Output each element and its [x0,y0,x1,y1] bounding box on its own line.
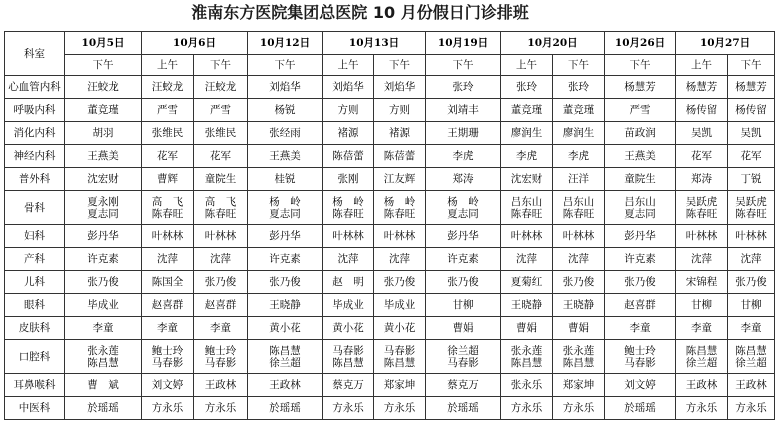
pm-header: 下午 [553,55,605,76]
doctor-cell [194,191,248,225]
doctor-cell [553,340,605,374]
doctor-cell: 严雪 [194,99,248,122]
doctor-cell: 刘文婷 [142,374,194,397]
table-row [5,168,775,191]
doctor-name: 马春影 [151,356,184,369]
dept-cell: 眼科 [5,294,65,317]
doctor-cell: 童院生 [605,168,676,191]
doctor-name: 徐兰超 [735,356,767,369]
doctor-name: 陈昌慧 [269,344,301,357]
doctor-cell: 甘柳 [676,294,728,317]
doctor-cell: 张玲 [501,76,553,99]
doctor-name: 陈昌慧 [332,356,364,369]
doctor-cell: 张刚 [323,168,374,191]
doctor-cell: 黄小花 [248,317,323,340]
doctor-cell: 刘焰华 [248,76,323,99]
table-row [5,397,775,420]
doctor-name: 杨 岭 [332,195,364,208]
doctor-name: 张永莲 [87,344,119,357]
doctor-name: 马春影 [204,356,237,369]
doctor-cell: 严雪 [605,99,676,122]
doctor-cell: 刘焰华 [323,76,374,99]
doctor-cell: 沈宏财 [501,168,553,191]
doctor-cell [374,340,426,374]
doctor-name: 陈昌慧 [510,356,543,369]
doctor-name: 马春影 [624,356,656,369]
doctor-name: 鲍士玲 [204,344,237,357]
doctor-cell: 毕成业 [323,294,374,317]
doctor-cell: 彭丹华 [248,225,323,248]
doctor-cell: 沈萍 [553,248,605,271]
doctor-cell: 杨传留 [676,99,728,122]
doctor-name: 夏志同 [447,207,479,220]
doctor-name: 陈昌慧 [735,344,767,357]
doctor-cell: 王政林 [194,374,248,397]
doctor-name: 陈春旺 [332,207,364,220]
doctor-cell [553,191,605,225]
date-header: 10月6日 [142,32,248,55]
doctor-cell: 赵喜群 [194,294,248,317]
doctor-name: 马春影 [447,356,479,369]
doctor-name: 徐兰超 [447,344,479,357]
doctor-cell [501,340,553,374]
doctor-name: 鲍士玲 [151,344,184,357]
doctor-name: 陈昌慧 [685,344,718,357]
doctor-name: 马春影 [383,344,416,357]
doctor-name: 陈春旺 [151,207,184,220]
doctor-cell: 沈宏财 [65,168,142,191]
doctor-cell: 沈萍 [728,248,775,271]
doctor-cell: 张维民 [194,122,248,145]
table-row [5,248,775,271]
doctor-cell [605,191,676,225]
doctor-cell: 郑家坤 [553,374,605,397]
am-header: 上午 [323,55,374,76]
doctor-cell: 丁锐 [728,168,775,191]
doctor-cell: 张乃俊 [374,271,426,294]
doctor-cell: 张维民 [142,122,194,145]
doctor-cell: 许克素 [248,248,323,271]
doctor-cell: 於瑶瑶 [426,397,501,420]
doctor-cell: 沈萍 [501,248,553,271]
dept-cell: 心血管内科 [5,76,65,99]
doctor-name: 陈春旺 [204,207,237,220]
doctor-cell: 廖润生 [501,122,553,145]
table-row [5,225,775,248]
table-row [5,99,775,122]
doctor-cell: 许克素 [426,248,501,271]
pm-header: 下午 [426,55,501,76]
doctor-cell: 花军 [194,145,248,168]
doctor-cell: 叶林林 [142,225,194,248]
pm-header: 下午 [605,55,676,76]
dept-cell: 消化内科 [5,122,65,145]
am-header: 上午 [501,55,553,76]
doctor-cell: 叶林林 [323,225,374,248]
doctor-cell: 王燕美 [605,145,676,168]
doctor-cell: 蔡克万 [426,374,501,397]
doctor-cell: 黄小花 [323,317,374,340]
doctor-cell: 张永乐 [501,374,553,397]
doctor-name: 吴跃虎 [685,195,718,208]
doctor-cell: 江友辉 [374,168,426,191]
dept-cell: 普外科 [5,168,65,191]
date-header: 10月5日 [65,32,142,55]
doctor-cell: 叶林林 [374,225,426,248]
doctor-cell: 於瑶瑶 [605,397,676,420]
doctor-cell: 方则 [323,99,374,122]
doctor-cell: 汪蛟龙 [194,76,248,99]
date-header: 10月20日 [501,32,605,55]
table-row [5,317,775,340]
doctor-cell: 张乃俊 [194,271,248,294]
doctor-cell [248,340,323,374]
doctor-cell [426,340,501,374]
pm-header: 下午 [65,55,142,76]
doctor-cell: 李童 [65,317,142,340]
doctor-name: 陈昌慧 [562,356,595,369]
table-row [5,340,775,374]
doctor-cell [676,191,728,225]
doctor-name: 陈春旺 [510,207,543,220]
doctor-cell: 王晓静 [553,294,605,317]
doctor-cell: 王政林 [728,374,775,397]
doctor-cell: 王燕美 [65,145,142,168]
doctor-cell: 李童 [194,317,248,340]
doctor-name: 徐兰超 [269,356,301,369]
doctor-cell: 曹 斌 [65,374,142,397]
doctor-cell [676,340,728,374]
schedule-table [4,31,775,420]
doctor-cell: 许克素 [605,248,676,271]
dept-cell: 儿科 [5,271,65,294]
doctor-cell: 王政林 [248,374,323,397]
doctor-cell: 杨慧芳 [676,76,728,99]
doctor-cell: 赵喜群 [605,294,676,317]
date-header: 10月13日 [323,32,426,55]
doctor-cell [374,191,426,225]
doctor-cell: 李虎 [426,145,501,168]
doctor-cell: 曹娟 [426,317,501,340]
doctor-cell [501,191,553,225]
doctor-cell: 沈萍 [676,248,728,271]
doctor-cell: 方永乐 [728,397,775,420]
date-header: 10月26日 [605,32,676,55]
doctor-cell: 方永乐 [323,397,374,420]
dept-header: 科室 [5,32,65,76]
doctor-cell: 吴凯 [728,122,775,145]
doctor-cell: 郑家坤 [374,374,426,397]
table-row [5,294,775,317]
doctor-cell: 赵喜群 [142,294,194,317]
doctor-cell: 董竞瑾 [553,99,605,122]
doctor-cell: 李虎 [501,145,553,168]
doctor-cell: 杨传留 [728,99,775,122]
pm-header: 下午 [374,55,426,76]
dept-cell: 皮肤科 [5,317,65,340]
doctor-cell: 毕成业 [374,294,426,317]
doctor-name: 夏永刚 [87,195,119,208]
doctor-cell: 赵 明 [323,271,374,294]
doctor-cell: 沈萍 [194,248,248,271]
am-header: 上午 [142,55,194,76]
doctor-cell: 李童 [142,317,194,340]
doctor-name: 夏志同 [87,207,119,220]
doctor-cell: 陈蓓蕾 [323,145,374,168]
doctor-cell: 杨慧芳 [605,76,676,99]
doctor-cell: 方永乐 [142,397,194,420]
doctor-cell [248,191,323,225]
page-title: 淮南东方医院集团总医院 10 月份假日门诊排班 [191,3,529,22]
doctor-cell: 李虎 [553,145,605,168]
doctor-name: 吴跃虎 [735,195,767,208]
doctor-cell: 叶林林 [501,225,553,248]
doctor-cell: 甘柳 [728,294,775,317]
doctor-cell: 陈蓓蕾 [374,145,426,168]
doctor-cell: 董竞瑾 [501,99,553,122]
doctor-cell: 张玲 [553,76,605,99]
table-row [5,145,775,168]
date-header: 10月27日 [676,32,775,55]
doctor-cell: 彭丹华 [426,225,501,248]
doctor-cell: 吴凯 [676,122,728,145]
doctor-name: 陈春旺 [562,207,595,220]
dept-cell: 呼吸内科 [5,99,65,122]
doctor-cell: 王政林 [676,374,728,397]
doctor-cell: 褚源 [374,122,426,145]
doctor-cell: 许克素 [65,248,142,271]
doctor-cell: 彭丹华 [605,225,676,248]
doctor-cell: 甘柳 [426,294,501,317]
doctor-cell: 沈萍 [323,248,374,271]
doctor-cell: 张乃俊 [65,271,142,294]
pm-header: 下午 [728,55,775,76]
doctor-cell [323,340,374,374]
doctor-cell: 彭丹华 [65,225,142,248]
doctor-cell: 黄小花 [374,317,426,340]
doctor-cell: 毕成业 [65,294,142,317]
dept-cell: 耳鼻喉科 [5,374,65,397]
table-row [5,271,775,294]
doctor-cell [323,191,374,225]
doctor-cell: 张玲 [426,76,501,99]
doctor-cell: 方永乐 [501,397,553,420]
doctor-cell: 苗政润 [605,122,676,145]
doctor-cell [142,340,194,374]
doctor-cell: 花军 [728,145,775,168]
table-row [5,191,775,225]
doctor-name: 陈春旺 [383,207,416,220]
doctor-name: 张永莲 [562,344,595,357]
doctor-name: 夏志同 [269,207,301,220]
doctor-cell: 汪洋 [553,168,605,191]
dept-cell: 产科 [5,248,65,271]
doctor-name: 徐兰超 [685,356,718,369]
doctor-cell: 叶林林 [553,225,605,248]
doctor-cell: 叶林林 [728,225,775,248]
doctor-cell [426,191,501,225]
doctor-cell: 张经雨 [248,122,323,145]
doctor-cell [194,340,248,374]
doctor-name: 陈春旺 [735,207,767,220]
doctor-cell: 童院生 [194,168,248,191]
doctor-cell: 方永乐 [676,397,728,420]
doctor-cell: 李童 [728,317,775,340]
doctor-cell: 廖润生 [553,122,605,145]
doctor-cell: 花军 [142,145,194,168]
doctor-cell: 叶林林 [676,225,728,248]
doctor-cell: 於瑶瑶 [248,397,323,420]
doctor-cell: 汪蛟龙 [65,76,142,99]
dept-cell: 中医科 [5,397,65,420]
doctor-cell: 李童 [676,317,728,340]
doctor-name: 高 飞 [204,195,237,208]
doctor-cell: 张乃俊 [728,271,775,294]
doctor-cell: 桂锐 [248,168,323,191]
doctor-cell [605,340,676,374]
doctor-name: 夏志同 [624,207,656,220]
doctor-cell: 刘文婷 [605,374,676,397]
doctor-cell: 曹娟 [553,317,605,340]
doctor-cell: 胡羽 [65,122,142,145]
doctor-name: 吕东山 [562,195,595,208]
doctor-cell: 於瑶瑶 [65,397,142,420]
doctor-cell: 宋锦程 [676,271,728,294]
doctor-cell: 杨锐 [248,99,323,122]
dept-cell: 骨科 [5,191,65,225]
dept-cell: 口腔科 [5,340,65,374]
doctor-cell: 张乃俊 [553,271,605,294]
dept-cell: 神经内科 [5,145,65,168]
date-header: 10月12日 [248,32,323,55]
pm-header: 下午 [248,55,323,76]
am-header: 上午 [676,55,728,76]
doctor-cell: 方则 [374,99,426,122]
dept-cell: 妇科 [5,225,65,248]
doctor-name: 吕东山 [510,195,543,208]
doctor-cell [142,191,194,225]
doctor-name: 高 飞 [151,195,184,208]
doctor-cell [728,340,775,374]
doctor-cell: 张乃俊 [426,271,501,294]
doctor-cell: 沈萍 [374,248,426,271]
date-header: 10月19日 [426,32,501,55]
doctor-cell: 曹娟 [501,317,553,340]
doctor-name: 马春影 [332,344,364,357]
table-row [5,122,775,145]
doctor-cell: 严雪 [142,99,194,122]
doctor-cell: 叶林林 [194,225,248,248]
doctor-cell: 王期珊 [426,122,501,145]
doctor-cell: 刘焰华 [374,76,426,99]
doctor-name: 陈昌慧 [87,356,119,369]
doctor-name: 杨 岭 [383,195,416,208]
doctor-cell: 李童 [605,317,676,340]
doctor-cell: 张乃俊 [605,271,676,294]
table-row [5,374,775,397]
doctor-name: 吕东山 [624,195,656,208]
doctor-name: 杨 岭 [269,195,301,208]
doctor-name: 陈昌慧 [383,356,416,369]
doctor-cell: 褚源 [323,122,374,145]
doctor-cell [65,340,142,374]
doctor-name: 鲍士玲 [624,344,656,357]
doctor-cell: 郑涛 [426,168,501,191]
doctor-cell: 方永乐 [194,397,248,420]
doctor-cell: 夏菊红 [501,271,553,294]
doctor-cell [728,191,775,225]
doctor-cell: 杨慧芳 [728,76,775,99]
doctor-cell: 王晓静 [501,294,553,317]
table-row [5,76,775,99]
doctor-cell [65,191,142,225]
pm-header: 下午 [194,55,248,76]
doctor-cell: 曹辉 [142,168,194,191]
doctor-name: 陈春旺 [685,207,718,220]
doctor-cell: 张乃俊 [248,271,323,294]
doctor-cell: 王燕美 [248,145,323,168]
doctor-cell: 方永乐 [553,397,605,420]
doctor-name: 张永莲 [510,344,543,357]
doctor-cell: 董竞瑾 [65,99,142,122]
doctor-cell: 花军 [676,145,728,168]
doctor-cell: 汪蛟龙 [142,76,194,99]
doctor-cell: 陈国全 [142,271,194,294]
doctor-cell: 方永乐 [374,397,426,420]
doctor-name: 杨 岭 [447,195,479,208]
doctor-cell: 王晓静 [248,294,323,317]
doctor-cell: 郑涛 [676,168,728,191]
doctor-cell: 刘靖丰 [426,99,501,122]
doctor-cell: 沈萍 [142,248,194,271]
doctor-cell: 蔡克万 [323,374,374,397]
